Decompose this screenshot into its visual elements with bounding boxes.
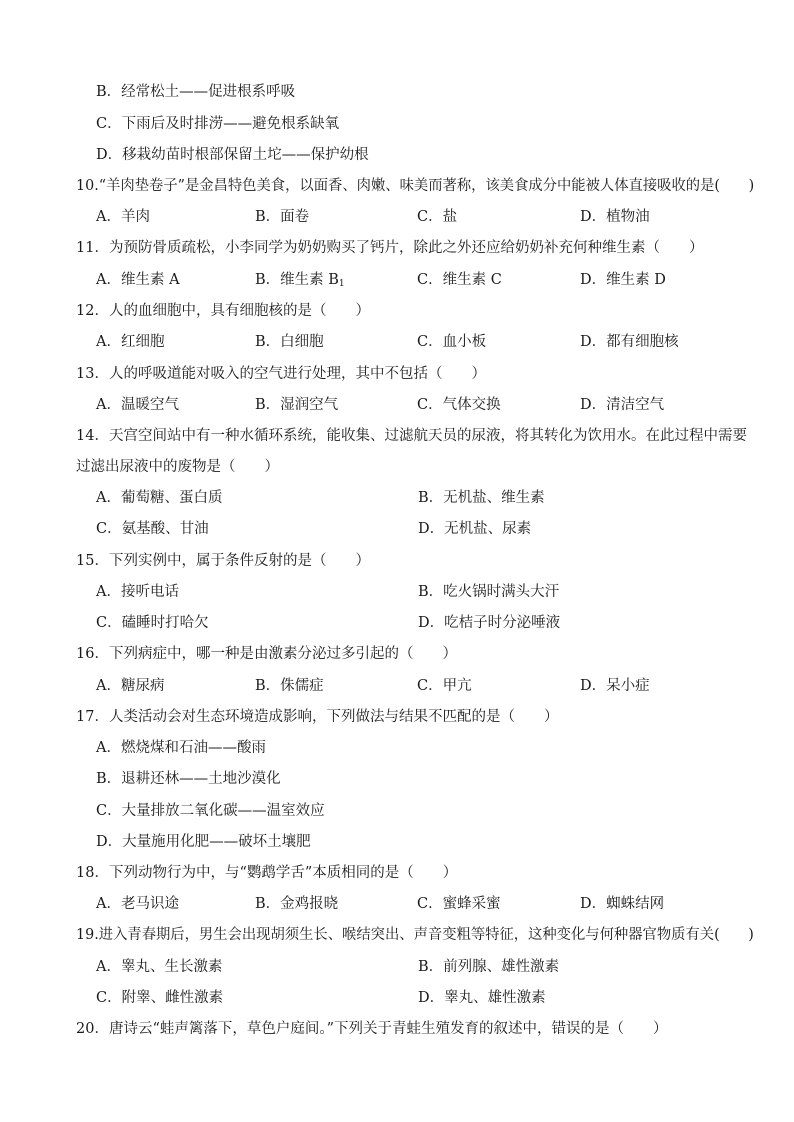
q15-option-b: B．吃火锅时满头大汗: [418, 584, 560, 600]
q16-option-a: A．糖尿病: [96, 678, 165, 694]
q9-option-b: B．经常松土——促进根系呼吸: [96, 84, 296, 100]
q10-option-c: C．盐: [417, 209, 458, 225]
q11-option-d: D．维生素 D: [580, 272, 666, 288]
q10-option-b: B．面卷: [255, 209, 310, 225]
q13-stem: 13．人的呼吸道能对吸入的空气进行处理，其中不包括（ ）: [76, 366, 486, 382]
q11-option-c: C．维生素 C: [417, 272, 502, 288]
q12-option-b: B．白细胞: [255, 334, 324, 350]
q17-option-c: C．大量排放二氧化碳——温室效应: [96, 803, 325, 819]
q11-option-b-subscript: 1: [338, 279, 345, 289]
q15-stem: 15．下列实例中，属于条件反射的是（ ）: [76, 553, 370, 569]
q10-stem: 10.“羊肉垫卷子”是金昌特色美食，以面香、肉嫩、味美而著称，该美食成分中能被人体直接吸收的是( ): [76, 178, 755, 194]
q11-option-b: [255, 270, 345, 294]
q18-option-b: B．金鸡报晓: [255, 896, 339, 912]
q19-option-c: C．附睾、雌性激素: [96, 990, 224, 1006]
q12-option-d: D．都有细胞核: [580, 334, 679, 350]
q10-option-d: D．植物油: [580, 209, 650, 225]
q16-option-b: B．侏儒症: [255, 678, 324, 694]
q17-stem: 17．人类活动会对生态环境造成影响，下列做法与结果不匹配的是（ ）: [76, 709, 559, 725]
q19-option-d: D．睾丸、雄性激素: [418, 990, 546, 1006]
q16-option-c: C．甲亢: [417, 678, 472, 694]
q15-option-c: C．磕睡时打哈欠: [96, 615, 209, 631]
q11-option-a: A．维生素 A: [96, 272, 180, 288]
q14-option-c: C．氨基酸、甘油: [96, 521, 209, 537]
q20-stem: 20．唐诗云“蛙声篱落下，草色户庭间。”下列关于青蛙生殖发育的叙述中，错误的是（ ）: [76, 1021, 668, 1037]
q10-option-a: A．羊肉: [96, 209, 150, 225]
q16-stem: 16．下列病症中，哪一种是由激素分泌过多引起的（ ）: [76, 646, 457, 662]
q14-option-d: D．无机盐、尿素: [418, 521, 532, 537]
q15-option-a: A．接听电话: [96, 584, 179, 600]
q11-option-b-text: B．维生素 B: [255, 272, 339, 288]
q18-option-a: A．老马识途: [96, 896, 179, 912]
q17-option-a: A．燃烧煤和石油——酸雨: [96, 740, 266, 756]
q14-option-a: A．葡萄糖、蛋白质: [96, 490, 223, 506]
q9-option-c: C．下雨后及时排涝——避免根系缺氧: [96, 116, 340, 132]
q14-stem: 14．天宫空间站中有一种水循环系统，能收集、过滤航天员的尿液，将其转化为饮用水。在此过程中需要: [76, 428, 747, 444]
q14-stem-line2: 过滤出尿液中的废物是（ ）: [76, 459, 279, 475]
q12-option-c: C．血小板: [417, 334, 487, 350]
q9-option-d: D．移栽幼苗时根部保留土坨——保护幼根: [96, 147, 369, 163]
q13-option-a: A．温暖空气: [96, 397, 179, 413]
q12-stem: 12．人的血细胞中，具有细胞核的是（ ）: [76, 303, 370, 319]
q11-stem: 11．为预防骨质疏松，小李同学为奶奶购买了钙片，除此之外还应给奶奶补充何种维生素（ ）: [76, 240, 704, 256]
q19-option-b: B．前列腺、雄性激素: [418, 959, 560, 975]
q12-option-a: A．红细胞: [96, 334, 165, 350]
q19-option-a: A．睾丸、生长激素: [96, 959, 223, 975]
q13-option-c: C．气体交换: [417, 397, 501, 413]
q15-option-d: D．吃桔子时分泌唾液: [418, 615, 561, 631]
q13-option-b: B．湿润空气: [255, 397, 339, 413]
q17-option-d: D．大量施用化肥——破坏土壤肥: [96, 834, 311, 850]
q16-option-d: D．呆小症: [580, 678, 650, 694]
q18-stem: 18．下列动物行为中，与“鹦鹉学舌”本质相同的是（ ）: [76, 865, 458, 881]
q14-option-b: B．无机盐、维生素: [418, 490, 545, 506]
q18-option-d: D．蜘蛛结网: [580, 896, 665, 912]
q13-option-d: D．清洁空气: [580, 397, 665, 413]
q19-stem: 19.进入青春期后，男生会出现胡须生长、喉结突出、声音变粗等特征，这种变化与何种器官物质有关( ): [76, 927, 754, 943]
q17-option-b: B．退耕还林——土地沙漠化: [96, 771, 281, 787]
q18-option-c: C．蜜蜂采蜜: [417, 896, 501, 912]
